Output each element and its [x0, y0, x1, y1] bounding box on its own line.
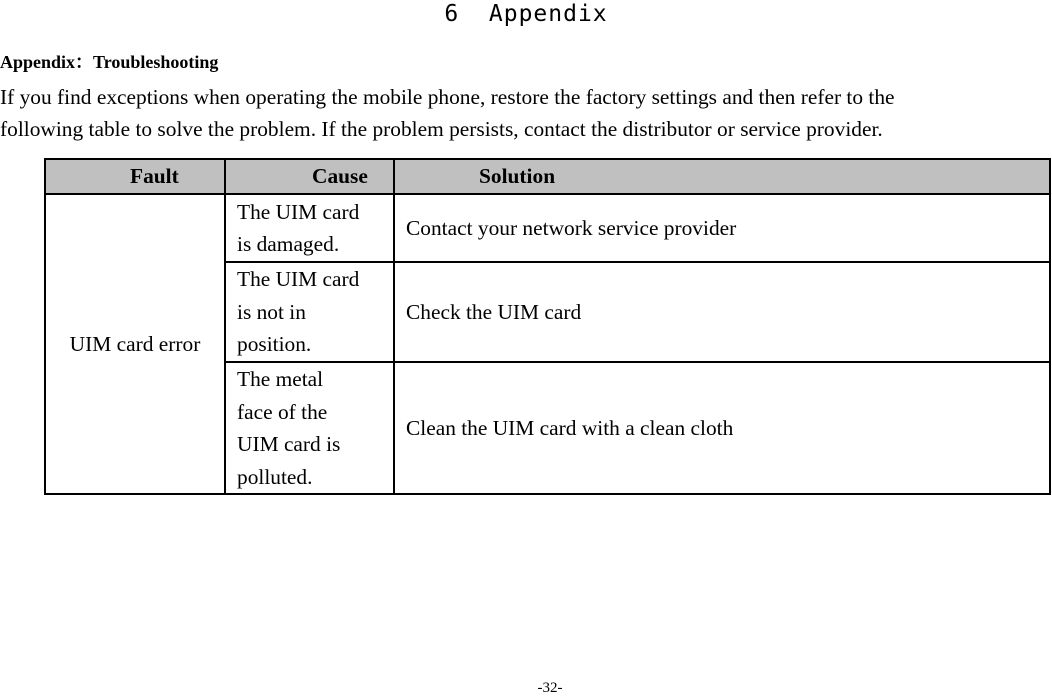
table-row: [45, 194, 1050, 262]
cause-line: polluted.: [237, 464, 313, 489]
cause-line: position.: [237, 332, 312, 357]
cause-cell: [225, 194, 394, 262]
cause-line: The UIM card: [237, 199, 360, 224]
table-header-row: [45, 159, 1050, 194]
cause-cell: [225, 262, 394, 362]
cause-line: The UIM card: [237, 267, 360, 292]
fault-cell: UIM card error: [45, 194, 225, 494]
intro-line-1: If you find exceptions when operating the mobile phone, restore the factory settings and then refer to the: [0, 85, 895, 109]
solution-cell: Check the UIM card: [394, 262, 1050, 362]
solution-cell: Contact your network service provider: [394, 194, 1050, 262]
intro-paragraph: [0, 81, 1052, 145]
cause-cell: [225, 362, 394, 494]
cause-line: UIM card is: [237, 432, 341, 456]
header-cause: Cause: [225, 159, 394, 194]
troubleshooting-table: [44, 158, 1051, 495]
section-heading: 6 Appendix: [444, 1, 608, 27]
page-number: -32-: [537, 680, 563, 696]
cause-line: face of the: [237, 399, 328, 424]
cause-line: The metal: [237, 367, 324, 391]
header-fault: Fault: [45, 159, 225, 194]
header-solution: Solution: [394, 159, 1050, 194]
intro-line-2: following table to solve the problem. If the problem persists, contact the distributor or service provider.: [0, 117, 883, 141]
cause-line: is not in: [237, 299, 306, 324]
cause-line: is damaged.: [237, 232, 340, 256]
subheading: Appendix：Troubleshooting: [0, 52, 219, 72]
solution-cell: Clean the UIM card with a clean cloth: [394, 362, 1050, 494]
